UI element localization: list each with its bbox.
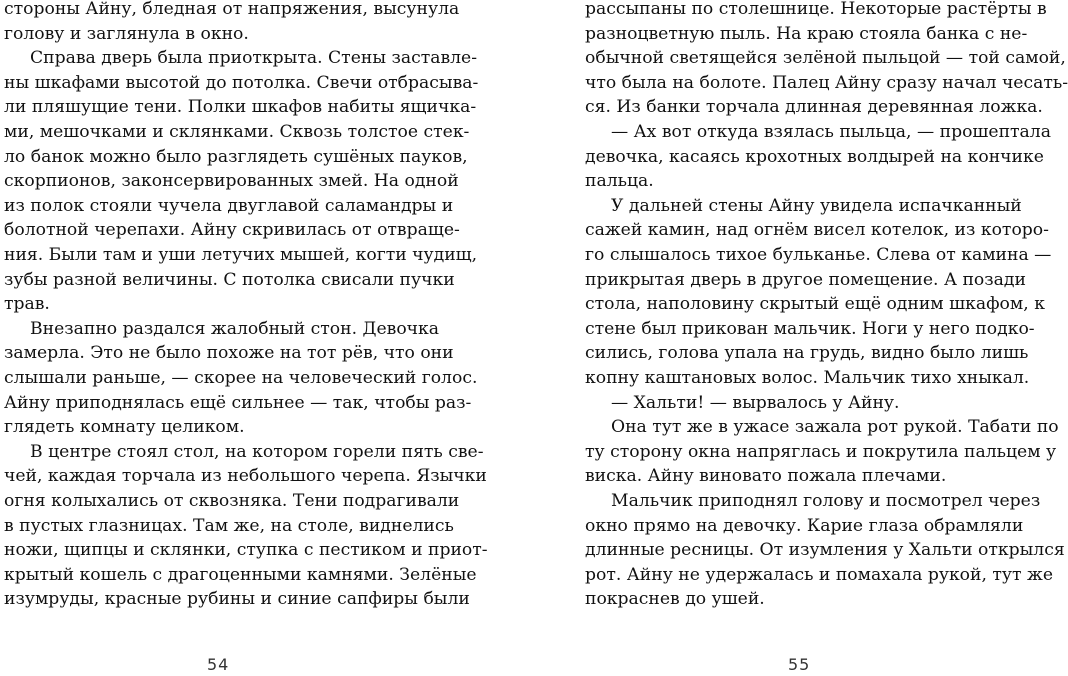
text-line: покраснев до ушей. <box>585 589 765 610</box>
text-line: ту сторону окна напряглась и покрутила пальцем у <box>585 441 1057 462</box>
text-line: У дальней стены Айну увидела испачканный <box>611 195 1022 216</box>
text-line: разноцветную пыль. На краю стояла банка с не- <box>585 23 1028 44</box>
text-line: го слышалось тихое бульканье. Слева от камина — <box>585 245 1052 265</box>
text-line: глядеть комнату целиком. <box>4 417 245 438</box>
page-number-right: 55 <box>788 655 811 674</box>
text-line: зубы разной величины. С потолка свисали пучки <box>4 269 455 290</box>
text-line: ли пляшущие тени. Полки шкафов набиты ящичка- <box>4 97 477 118</box>
text-line: ния. Были там и уши летучих мышей, когти чудищ, <box>4 245 478 265</box>
text-line: В центре стоял стол, на котором горели пять све- <box>30 441 484 462</box>
text-line: голову и заглянула в окно. <box>4 23 249 44</box>
text-line: огня колыхались от сквозняка. Тени подрагивали <box>4 491 460 511</box>
text-line: замерла. Это не было похоже на тот рёв, что они <box>4 343 454 364</box>
text-line: Внезапно раздался жалобный стон. Девочка <box>30 318 440 339</box>
text-line: — Хальти! — вырвалось у Айну. <box>611 392 900 413</box>
text-line: ны шкафами высотой до потолка. Свечи отбрасыва- <box>4 72 479 93</box>
text-line: Справа дверь была приоткрыта. Стены заставле- <box>30 48 478 69</box>
text-line: изумруды, красные рубины и синие сапфиры были <box>4 589 470 610</box>
text-line: Мальчик приподнял голову и посмотрел через <box>611 491 1041 511</box>
text-line: ножи, щипцы и склянки, ступка с пестиком и приот- <box>4 540 488 561</box>
text-line: что была на болоте. Палец Айну сразу начал чесать- <box>585 72 1068 93</box>
text-line: рассыпаны по столешнице. Некоторые растёрты в <box>585 0 1047 19</box>
text-line: из полок стояли чучела двуглавой саламандры и <box>4 195 454 216</box>
text-line: сились, голова упала на грудь, видно было лишь <box>585 343 1029 364</box>
text-line: прикрытая дверь в другое помещение. А позади <box>585 269 1026 290</box>
text-line: ми, мешочками и склянками. Сквозь толстое стек- <box>4 122 470 142</box>
text-line: трав. <box>4 294 50 315</box>
text-line: длинные ресницы. От изумления у Хальти открылся <box>585 540 1065 561</box>
text-line: девочка, касаясь крохотных волдырей на кончике <box>585 146 1044 167</box>
text-line: слышали раньше, — скорее на человеческий голос. <box>4 368 478 388</box>
page-number-left: 54 <box>207 655 230 674</box>
text-line: ло банок можно было разглядеть сушёных пауков, <box>4 146 468 167</box>
text-line: Айну приподнялась ещё сильнее — так, чтобы раз- <box>4 392 472 413</box>
text-line: обычной светящейся зелёной пыльцой — той самой, <box>585 48 1066 69</box>
text-line: ся. Из банки торчала длинная деревянная ложка. <box>585 97 1043 118</box>
text-line: крытый кошель с драгоценными камнями. Зелёные <box>4 564 477 585</box>
text-line: в пустых глазницах. Там же, на столе, виднелись <box>4 515 454 536</box>
text-line: — Ах вот откуда взялась пыльца, — прошептала <box>611 122 1051 142</box>
text-line: болотной черепахи. Айну скривилась от отвраще- <box>4 220 460 241</box>
text-line: Она тут же в ужасе зажала рот рукой. Табати по <box>611 417 1059 438</box>
text-line: стороны Айну, бледная от напряжения, высунула <box>4 0 460 19</box>
text-line: скорпионов, законсервированных змей. На одной <box>4 171 459 192</box>
text-line: копну каштановых волос. Мальчик тихо хныкал. <box>585 368 1030 388</box>
text-line: сажей камин, над огнём висел котелок, из которо- <box>585 220 1049 241</box>
text-line: пальца. <box>585 171 654 192</box>
text-line: чей, каждая торчала из небольшого черепа. Язычки <box>4 466 487 487</box>
text-line: виска. Айну виновато пожала плечами. <box>585 466 947 487</box>
text-line: стене был прикован мальчик. Ноги у него подко- <box>585 318 1035 339</box>
text-line: стола, наполовину скрытый ещё одним шкафом, к <box>585 294 1045 315</box>
text-line: рот. Айну не удержалась и помахала рукой, тут же <box>585 564 1053 585</box>
text-line: окно прямо на девочку. Карие глаза обрамляли <box>585 515 1024 536</box>
